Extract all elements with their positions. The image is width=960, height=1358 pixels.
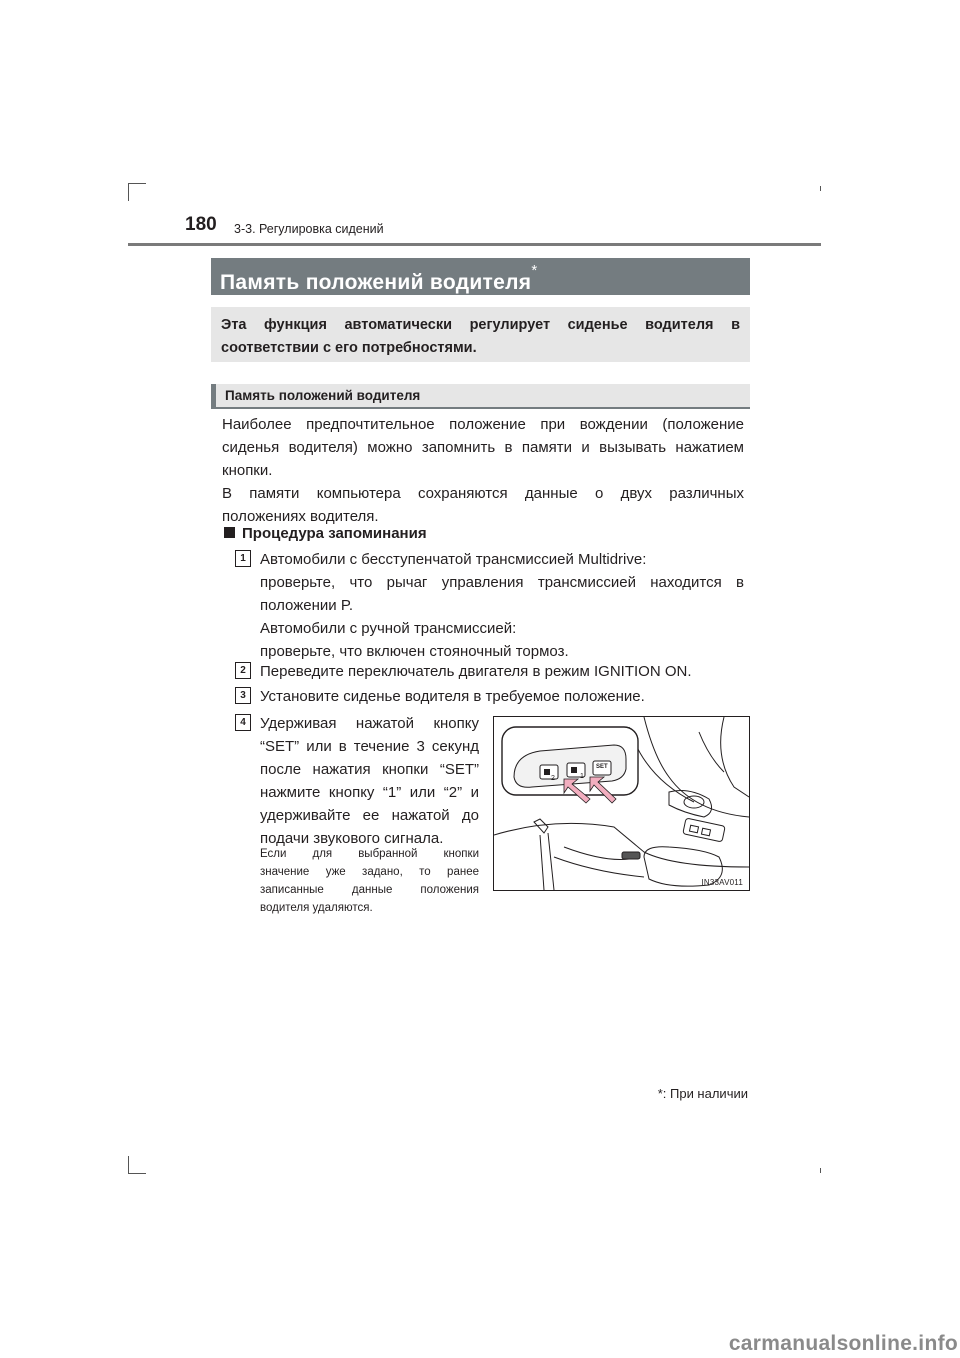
step-line: Автомобили с бесступенчатой трансмиссией Multidrive: [260, 551, 647, 568]
step-note [260, 845, 479, 917]
crop-mark [128, 1173, 146, 1174]
body-paragraph [222, 413, 744, 528]
footnote [658, 1086, 748, 1101]
step-text [260, 548, 744, 663]
body-line: Наиболее предпочтительное положение при вождении (положение [222, 416, 744, 433]
step-number: 2 [235, 662, 251, 679]
memory-buttons-illustration [493, 716, 750, 891]
button-2-label: 2 [551, 775, 555, 782]
running-head: 3-3. Регулировка сидений [234, 222, 384, 236]
note-line: значение уже задано, то ранее [260, 866, 479, 878]
step-line: проверьте, что рычаг управления трансмиссией находится в [260, 574, 744, 591]
availability-mark: * [531, 262, 538, 279]
step-text [260, 660, 744, 683]
step-line: Автомобили с ручной трансмиссией: [260, 620, 517, 637]
figure-label: IN33AV011 [701, 878, 743, 887]
note-line: записанные данные положения [260, 884, 479, 896]
button-1-label: 1 [580, 773, 584, 780]
step-line: Установите сиденье водителя в требуемое положение. [260, 688, 645, 705]
header-rule [128, 243, 821, 246]
set-button-label: SET [596, 764, 608, 770]
step-line: проверьте, что включен стояночный тормоз. [260, 643, 569, 660]
crop-mark [128, 183, 146, 184]
door-panel-drawing [494, 717, 749, 890]
footnote-mark: * [657, 1086, 663, 1101]
note-line: Если для выбранной кнопки [260, 848, 479, 860]
page-title-text: Память положений водителя [220, 271, 532, 294]
intro-box [211, 307, 750, 362]
section-heading [211, 384, 750, 409]
note-line: водителя удаляются. [260, 902, 373, 914]
step-line: Переведите переключатель двигателя в режим IGNITION ON. [260, 663, 692, 680]
intro-line: Эта функция автоматически регулирует сиденье водителя в [221, 317, 740, 333]
section-marker [211, 384, 216, 407]
step-text [260, 712, 479, 850]
step-number: 1 [235, 550, 251, 567]
footnote-text: : При наличии [662, 1086, 748, 1101]
section-title: Память положений водителя [225, 388, 421, 403]
step-line: Удерживая нажатой кнопку [260, 715, 479, 732]
step-line: нажмите кнопку “1” или “2” и [260, 784, 479, 801]
page-title [211, 258, 750, 295]
crop-mark [128, 1156, 129, 1174]
crop-mark [820, 1168, 821, 1173]
step-text [260, 685, 744, 708]
body-line: кнопки. [222, 462, 273, 479]
body-line: сиденья водителя) можно запомнить в памяти и вызывать нажатием [222, 439, 744, 456]
body-line: В памяти компьютера сохраняются данные о двух различных [222, 485, 744, 502]
page-number: 180 [185, 214, 217, 235]
step-line: после нажатия кнопки “SET” [260, 761, 479, 778]
step-line: подачи звукового сигнала. [260, 830, 444, 847]
procedure-heading [224, 525, 427, 542]
intro-line: соответствии с его потребностями. [221, 340, 477, 356]
step-line: “SET” или в течение 3 секунд [260, 738, 479, 755]
step-line: удерживайте ее нажатой до [260, 807, 479, 824]
crop-mark [820, 186, 821, 191]
body-line: положениях водителя. [222, 508, 379, 525]
step-number: 3 [235, 687, 251, 704]
square-bullet-icon [224, 527, 235, 538]
crop-mark [128, 183, 129, 201]
watermark: carmanualsonline.info [728, 1332, 958, 1355]
step-number: 4 [235, 714, 251, 731]
procedure-heading-text: Процедура запоминания [242, 525, 427, 542]
step-line: положении P. [260, 597, 354, 614]
